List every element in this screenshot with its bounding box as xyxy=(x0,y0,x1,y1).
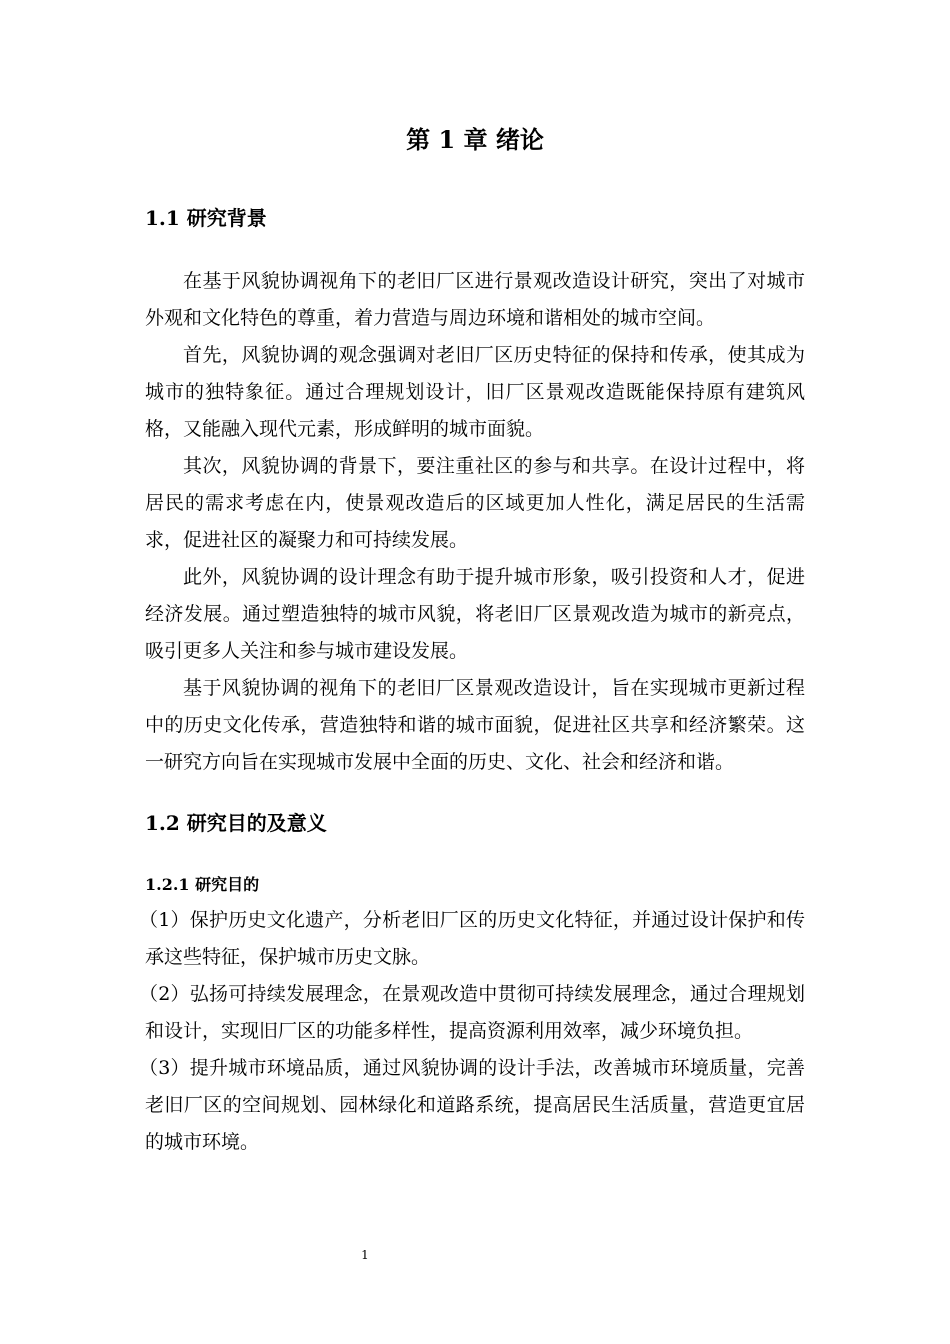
text-line: 一研究方向旨在实现城市发展中全面的历史、文化、社会和经济和谐。 xyxy=(145,751,735,773)
text-line: 格，又能融入现代元素，形成鲜明的城市面貌。 xyxy=(145,418,545,440)
text-line: 其次，风貌协调的背景下，要注重社区的参与和共享。在设计过程中，将 xyxy=(183,455,805,477)
paragraph xyxy=(145,263,805,337)
text-line: 和设计，实现旧厂区的功能多样性，提高资源利用效率，减少环境负担。 xyxy=(145,1020,754,1042)
paragraph xyxy=(145,448,805,559)
section-heading-1-1: 1.1 研究背景 xyxy=(145,206,267,230)
text-line: （1）保护历史文化遗产，分析老旧厂区的历史文化特征，并通过设计保护和传 xyxy=(139,909,805,931)
list-item xyxy=(139,1050,805,1161)
section-1-1-body xyxy=(145,263,805,781)
list-item xyxy=(139,976,805,1050)
text-line: 居民的需求考虑在内，使景观改造后的区域更加人性化，满足居民的生活需 xyxy=(145,492,805,514)
paragraph xyxy=(145,337,805,448)
chapter-title: 第 1 章 绪论 xyxy=(406,125,544,154)
text-line: 老旧厂区的空间规划、园林绿化和道路系统，提高居民生活质量，营造更宜居 xyxy=(145,1094,805,1116)
section-heading-1-2: 1.2 研究目的及意义 xyxy=(145,811,327,835)
text-line: 此外，风貌协调的设计理念有助于提升城市形象，吸引投资和人才，促进 xyxy=(183,566,805,588)
text-line: 基于风貌协调的视角下的老旧厂区景观改造设计，旨在实现城市更新过程 xyxy=(183,677,805,699)
text-line: 外观和文化特色的尊重，着力营造与周边环境和谐相处的城市空间。 xyxy=(145,307,716,329)
text-line: 吸引更多人关注和参与城市建设发展。 xyxy=(145,640,469,662)
text-line: 求，促进社区的凝聚力和可持续发展。 xyxy=(145,529,469,551)
text-line: 的城市环境。 xyxy=(145,1131,260,1153)
text-line: （3）提升城市环境品质，通过风貌协调的设计手法，改善城市环境质量，完善 xyxy=(139,1057,805,1079)
text-line: 中的历史文化传承，营造独特和谐的城市面貌，促进社区共享和经济繁荣。这 xyxy=(145,714,805,736)
list-item xyxy=(139,902,805,976)
page-number: 1 xyxy=(361,1248,369,1262)
text-line: 经济发展。通过塑造独特的城市风貌，将老旧厂区景观改造为城市的新亮点， xyxy=(145,603,805,625)
paragraph xyxy=(145,559,805,670)
paragraph xyxy=(145,670,805,781)
text-line: 城市的独特象征。通过合理规划设计，旧厂区景观改造既能保持原有建筑风 xyxy=(145,381,805,403)
section-1-2-1-body xyxy=(139,902,805,1161)
text-line: （2）弘扬可持续发展理念，在景观改造中贯彻可持续发展理念，通过合理规划 xyxy=(139,983,805,1005)
text-line: 在基于风貌协调视角下的老旧厂区进行景观改造设计研究，突出了对城市 xyxy=(183,270,805,292)
text-line: 首先，风貌协调的观念强调对老旧厂区历史特征的保持和传承，使其成为 xyxy=(183,344,805,366)
text-line: 承这些特征，保护城市历史文脉。 xyxy=(145,946,431,968)
subsection-heading-1-2-1: 1.2.1 研究目的 xyxy=(145,875,260,894)
